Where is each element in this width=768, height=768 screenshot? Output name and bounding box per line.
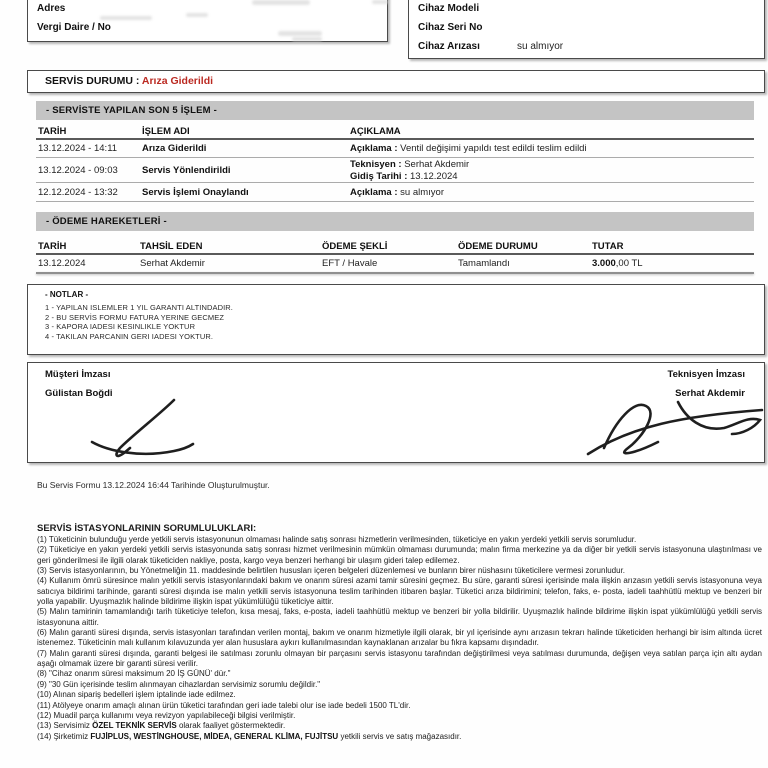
col-header-amount: TUTAR — [592, 241, 624, 252]
responsibilities-section — [37, 523, 762, 742]
note-item: 4 - TAKILAN PARCANIN GERI IADESI YOKTUR. — [45, 331, 214, 341]
form-created-line: Bu Servis Formu 13.12.2024 16:44 Tarihinde Oluşturulmuştur. — [37, 480, 270, 490]
technician-signature-image — [582, 392, 764, 460]
responsibility-item: (8) "Cihaz onarım süresi maksimum 20 İŞ GÜNÜ' dür." — [37, 669, 231, 679]
op-row-desc: Teknisyen : Serhat Akdemir — [350, 159, 470, 170]
op-row-desc: Gidiş Tarihi : 13.12.2024 — [350, 171, 458, 182]
op-row-date: 13.12.2024 - 09:03 — [38, 165, 118, 176]
service-status-label: SERVİS DURUMU : — [45, 75, 140, 87]
responsibility-item: (6) Malın garanti süresi dışında, servis istasyonları tarafından verilen montaj, bakım ve onarım hizmetiyle ilgili olarak, bir yıl içerisinde aynı arızasın tekrarı halinde tüketiciden herhangi bir isim altında ücret istenemez. Tüketicinin malı kullanım kılavuzunda yer alan hususlara aykırı kullanılmasından kaynaklanan arızalar bu fıkra kapsamı dışındadır. — [37, 628, 762, 648]
note-item: 1 - YAPILAN ISLEMLER 1 YIL GARANTI ALTINDADIR. — [45, 303, 233, 312]
device-fault-value: su almıyor — [517, 41, 564, 52]
op-row-desc: Açıklama : su almıyor — [350, 187, 444, 198]
col-header-pay-status: ÖDEME DURUMU — [458, 241, 538, 252]
op-row-name: Servis İşlemi Onaylandı — [142, 187, 249, 198]
technician-signature-label: Teknisyen İmzası — [667, 369, 745, 380]
redaction-smudge — [100, 16, 152, 20]
device-model-label: Cihaz Modeli — [418, 3, 480, 14]
redaction-smudge — [186, 13, 208, 17]
responsibility-item: (3) Servis istasyonlarının, bu Yönetmeliğin 11. maddesinde belirtilen hususları içeren belgeleri düzenlemesi ve bunların birer nüshasını tüketicilere vermesi zorunludur. — [37, 566, 626, 576]
address-label: Adres — [37, 3, 66, 14]
responsibilities-title: SERVİS İSTASYONLARININ SORUMLULUKLARI: — [37, 523, 257, 534]
redaction-smudge — [292, 37, 322, 41]
responsibility-item: (12) Muadil parça kullanımı veya revizyon yapılabileceği bilgisi verilmiştir. — [37, 710, 296, 720]
pay-row-collector: Serhat Akdemir — [140, 258, 205, 269]
responsibility-item: (14) Şirketimiz FUJİPLUS, WESTİNGHOUSE, MİDEA, GENERAL KLİMA, FUJİTSU yetkili servis ve satış mağazasıdır. — [37, 731, 462, 741]
customer-info-box — [27, 0, 388, 42]
note-item: 2 - BU SERVİS FORMU FATURA YERINE GECMEZ — [45, 312, 225, 322]
redaction-smudge — [372, 0, 388, 4]
table-bottom-rule — [36, 272, 754, 274]
responsibility-item: (11) Atölyeye onarım amaçlı alınan ürün tüketici tarafından geri iade talebi olur ise iade bedeli 1500 TL'dir. — [37, 700, 411, 710]
note-item: 3 - KAPORA IADESI KESINLIKLE YOKTUR — [45, 322, 196, 332]
col-header-date: TARİH — [38, 126, 67, 137]
table-bottom-rule — [36, 201, 754, 202]
customer-signature-label: Müşteri İmzası — [45, 369, 111, 380]
pay-row-date: 13.12.2024 — [38, 258, 86, 269]
redaction-smudge — [252, 0, 310, 5]
op-row-name: Servis Yönlendirildi — [142, 165, 231, 176]
table-header-rule — [36, 138, 754, 140]
device-serial-label: Cihaz Seri No — [418, 22, 483, 33]
row-divider — [36, 182, 754, 183]
responsibility-item: (7) Malın garanti süresi dışında, garanti belgesi ile satılması zorunlu olmayan bir parçasını servis istasyonu tarafından değiştirilmesi veya satılması durumunda, değişen veya satılan parça için altı aydan aşağı olmamak üzere bir garanti süresi verilir. — [37, 648, 762, 669]
pay-row-amount: 3.000,00 TL — [592, 258, 643, 269]
payments-section-header: - ÖDEME HAREKETLERİ - — [36, 212, 754, 231]
col-header-collector: TAHSİL EDEN — [140, 241, 203, 252]
notes-title: - NOTLAR - — [45, 290, 89, 299]
responsibility-item: (9) "30 Gün içerisinde teslim alınmayan cihazlardan servisimiz sorumlu değildir." — [37, 679, 321, 689]
pay-row-method: EFT / Havale — [322, 258, 378, 269]
customer-signature-image — [78, 398, 248, 460]
technician-name: Serhat Akdemir — [675, 388, 745, 399]
device-fault-label: Cihaz Arızası — [418, 41, 480, 52]
responsibility-item: (5) Malın tamirinin tamamlandığı tarih tüketiciye telefon, kısa mesaj, faks, e-posta, iadeli taahhütlü mektup ve benzeri bir yolla bildirilir. Uyuşmazlık halinde bildirime ilişkin ispat yükümlülüğü yetkili servis istasyonuna aittir. — [37, 607, 762, 627]
col-header-pay-date: TARİH — [38, 241, 67, 252]
responsibility-item: (13) Servisimiz ÖZEL TEKNİK SERVİS olarak faaliyet göstermektedir. — [37, 721, 286, 731]
col-header-description: AÇIKLAMA — [350, 126, 401, 137]
responsibility-item: (10) Alınan sipariş bedelleri işlem iptalinde iade edilmez. — [37, 690, 236, 700]
op-row-name: Arıza Giderildi — [142, 143, 207, 154]
service-status-line — [45, 75, 213, 87]
responsibility-item: (1) Tüketicinin bulunduğu yerde yetkili servis istasyonunun olmaması halinde satış sonrası hizmetlerin verilmesinden, tüketiciye en yakın yerdeki yetkili servis sorumludur. — [37, 535, 637, 544]
responsibility-item: (2) Tüketiciye en yakın yerdeki yetkili servis istasyonunda satış sonrası hizmet verilmesinin mümkün olmaması durumunda; malın firma merkezine ya da diğer bir yetkili servis istasyonuna ulaştırılması ve geri gönderilmesi ile ilgili olarak tüketiciden nakliye, posta, kargo veya benzeri herhangi bir ulaşım gideri talep edilemez. — [37, 545, 762, 565]
responsibility-item: (4) Kullanım ömrü süresince malın yetkili servis istasyonlarındaki bakım ve onarım süresi azami tamir süresini geçmez. Bu süre, garanti süresi içerisinde mala ilişkin arızasın yetkili servis istasyonuna veya satıcıya bildirimi tarihinde, garanti süresi dışında ise malın yetkili servis istasyonuna teslim tarihinden itibaren başlar. Tüketici arıza bildirimini; telefon, faks, e- posta, iadeli taahhütlü mektup ve benzeri bir yolla yapabilir. Uyuşmazlık halinde bildirime ilişkin ispat yükümlülüğü tüketiciye aittir. — [37, 576, 762, 607]
notes-list — [45, 303, 233, 341]
service-status-value: Arıza Giderildi — [141, 75, 214, 87]
op-row-date: 12.12.2024 - 13:32 — [38, 187, 118, 198]
op-row-desc: Açıklama : Ventil değişimi yapıldı test edildi teslim edildi — [350, 143, 587, 154]
operations-section-header: - SERVİSTE YAPILAN SON 5 İŞLEM - — [36, 101, 754, 120]
customer-name: Gülistan Boğdi — [45, 388, 113, 399]
pay-row-status: Tamamlandı — [458, 258, 510, 269]
col-header-operation: İŞLEM ADI — [142, 126, 190, 137]
row-divider — [36, 157, 754, 158]
redaction-smudge — [278, 31, 322, 36]
op-row-date: 13.12.2024 - 14:11 — [38, 143, 118, 154]
col-header-method: ÖDEME ŞEKLİ — [322, 241, 388, 252]
table-header-rule — [36, 253, 754, 255]
tax-office-label: Vergi Daire / No — [37, 22, 111, 33]
